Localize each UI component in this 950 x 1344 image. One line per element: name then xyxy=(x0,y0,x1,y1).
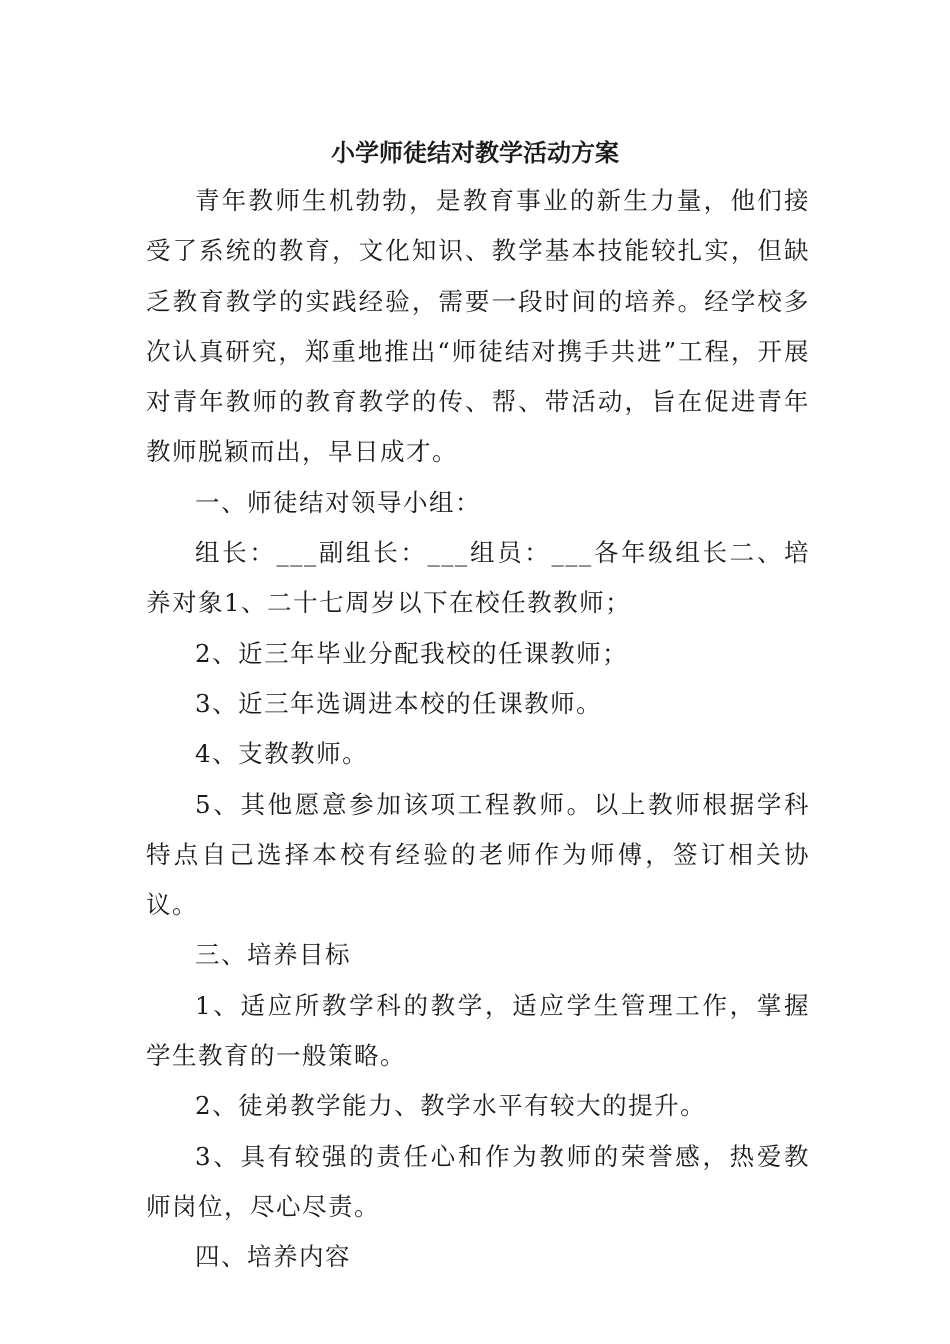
paragraph-intro: 青年教师生机勃勃，是教育事业的新生力量，他们接受了系统的教育，文化知识、教学基本技能较扎实，但缺乏教育教学的实践经验，需要一段时间的培养。经学校多次认真研究，郑重地推出“师徒结对携手共进”工程，开展对青年教师的教育教学的传、帮、带活动，旨在促进青年教师脱颖而出，早日成才。 xyxy=(146,186,810,467)
document-body xyxy=(146,176,810,1283)
list-item-goal-2: 2、徒弟教学能力、教学水平有较大的提升。 xyxy=(195,1091,707,1121)
heading-training-content: 四、培养内容 xyxy=(195,1242,351,1272)
list-item-target-2: 2、近三年毕业分配我校的任课教师； xyxy=(195,638,629,668)
list-item-target-4: 4、支教教师。 xyxy=(195,739,369,769)
list-item-goal-1: 1、适应所教学科的教学，适应学生管理工作，掌握学生教育的一般策略。 xyxy=(146,990,810,1071)
heading-training-goals: 三、培养目标 xyxy=(195,940,351,970)
heading-leadership-group: 一、师徒结对领导小组： xyxy=(195,487,481,517)
list-item-target-5: 5、其他愿意参加该项工程教师。以上教师根据学科特点自己选择本校有经验的老师作为师傅，签订相关协议。 xyxy=(146,789,810,920)
list-item-target-3: 3、近三年选调进本校的任课教师。 xyxy=(195,688,603,718)
paragraph-leadership-members: 组长：___副组长：___组员：___各年级组长二、培养对象1、二十七周岁以下在校任教教师； xyxy=(146,538,810,618)
list-item-goal-3: 3、具有较强的责任心和作为教师的荣誉感，热爱教师岗位，尽心尽责。 xyxy=(146,1141,810,1221)
document-title: 小学师徒结对教学活动方案 xyxy=(331,138,619,167)
